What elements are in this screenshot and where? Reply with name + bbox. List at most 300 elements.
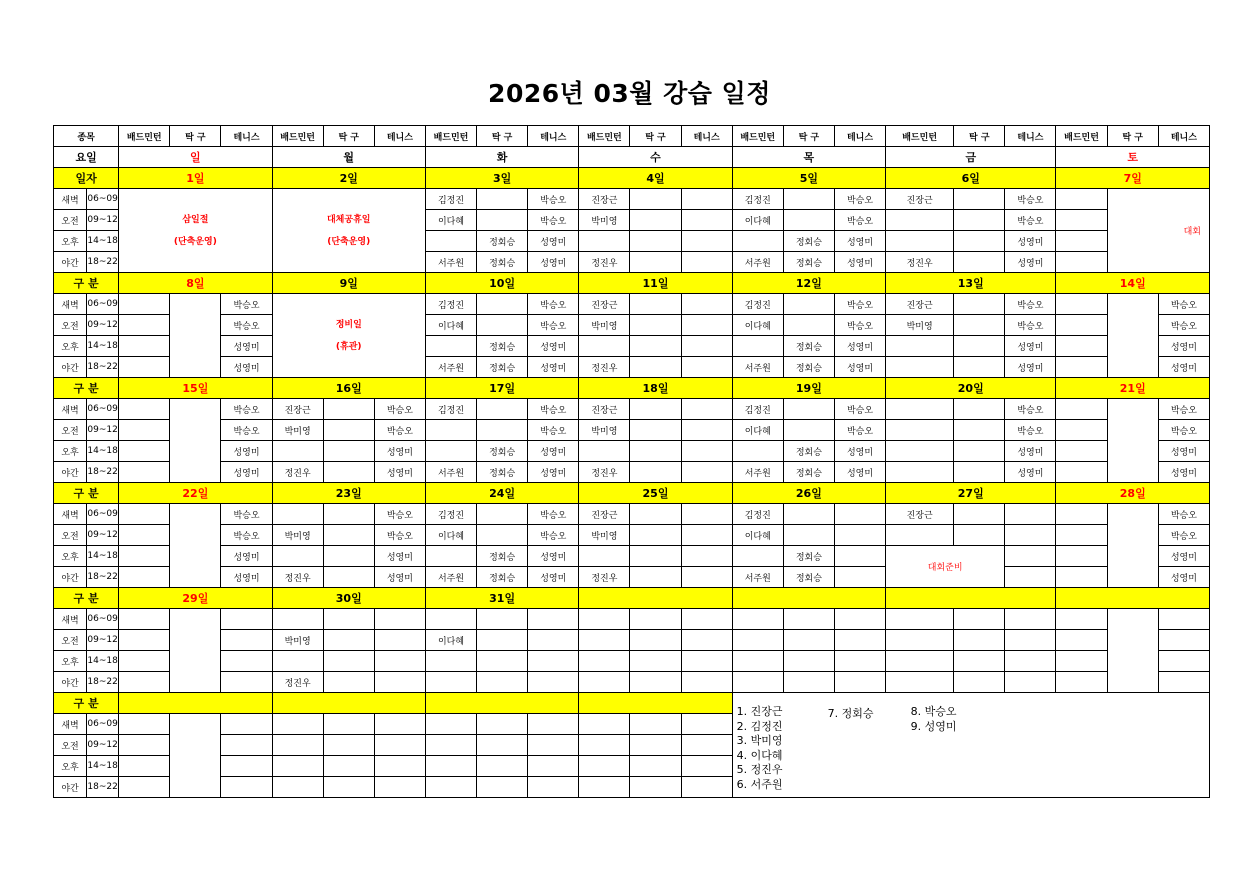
- schedule-cell: 박승오: [834, 189, 885, 210]
- schedule-cell: 서주원: [732, 252, 783, 273]
- schedule-cell: 정회승: [783, 357, 834, 378]
- schedule-cell: [477, 399, 528, 420]
- slot-time: 06~09: [87, 399, 119, 420]
- schedule-cell: [323, 420, 374, 441]
- schedule-cell: [681, 420, 732, 441]
- schedule-cell: 박승오: [221, 504, 272, 525]
- schedule-cell: [630, 462, 681, 483]
- table-row: [54, 462, 1210, 483]
- schedule-cell: 박미영: [886, 315, 954, 336]
- schedule-cell: [579, 441, 630, 462]
- instructor-legend: [732, 693, 1209, 798]
- date-cell: [425, 693, 578, 714]
- date-cell: 31일: [425, 588, 578, 609]
- sport-header-row: [54, 126, 1210, 147]
- schedule-cell: 정진우: [272, 462, 323, 483]
- table-row: [54, 315, 1210, 336]
- schedule-cell: [323, 714, 374, 735]
- schedule-cell: [1056, 651, 1107, 672]
- schedule-cell: [1056, 399, 1107, 420]
- schedule-cell: 성영미: [528, 546, 579, 567]
- schedule-cell: [119, 399, 170, 420]
- date-cell: 10일: [425, 273, 578, 294]
- schedule-cell: [528, 735, 579, 756]
- schedule-cell: [323, 525, 374, 546]
- schedule-cell: [783, 630, 834, 651]
- slot-name: 오후: [54, 651, 87, 672]
- table-row: [54, 672, 1210, 693]
- schedule-cell: 박승오: [221, 525, 272, 546]
- schedule-cell: [886, 399, 954, 420]
- schedule-cell: [579, 714, 630, 735]
- date-cell: 20일: [886, 378, 1056, 399]
- date-cell: 27일: [886, 483, 1056, 504]
- schedule-cell: 이다혜: [732, 315, 783, 336]
- slot-time: 06~09: [87, 294, 119, 315]
- sport-label: 배드민턴: [579, 126, 630, 147]
- schedule-cell: [954, 189, 1005, 210]
- weekday-3: 수: [579, 147, 732, 168]
- sport-label: 배드민턴: [1056, 126, 1107, 147]
- slot-name: 야간: [54, 252, 87, 273]
- schedule-cell: 성영미: [528, 231, 579, 252]
- legend-item: 2. 김정진: [736, 719, 783, 733]
- schedule-cell: [477, 525, 528, 546]
- table-row: [54, 294, 1210, 315]
- schedule-cell: [425, 714, 476, 735]
- schedule-cell: 성영미: [1158, 357, 1209, 378]
- schedule-cell: 진장근: [579, 189, 630, 210]
- schedule-cell: 정회승: [783, 441, 834, 462]
- schedule-cell: [1056, 546, 1107, 567]
- schedule-cell: 박승오: [221, 294, 272, 315]
- schedule-cell: [630, 567, 681, 588]
- schedule-cell: [954, 441, 1005, 462]
- schedule-cell: [323, 504, 374, 525]
- schedule-cell: [630, 336, 681, 357]
- schedule-cell: 정회승: [783, 336, 834, 357]
- date-cell: 1일: [119, 168, 272, 189]
- schedule-cell: 진장근: [579, 399, 630, 420]
- schedule-cell: [425, 546, 476, 567]
- table-row: [54, 546, 1210, 567]
- schedule-cell: [425, 672, 476, 693]
- schedule-cell: [1005, 504, 1056, 525]
- schedule-cell: [681, 441, 732, 462]
- sport-label: 탁 구: [954, 126, 1005, 147]
- schedule-cell: 서주원: [425, 357, 476, 378]
- date-cell: [732, 588, 885, 609]
- table-row: [54, 651, 1210, 672]
- schedule-cell: [783, 609, 834, 630]
- schedule-cell: 이다혜: [425, 210, 476, 231]
- schedule-cell: 이다혜: [425, 630, 476, 651]
- holiday-note: [119, 189, 272, 273]
- slot-name: 새벽: [54, 399, 87, 420]
- sport-label: 배드민턴: [732, 126, 783, 147]
- weekday-row: [54, 147, 1210, 168]
- schedule-cell: [630, 189, 681, 210]
- schedule-cell: [119, 714, 170, 735]
- slot-time: 14~18: [87, 231, 119, 252]
- legend-item: 5. 정진우: [736, 763, 783, 776]
- slot-time: 14~18: [87, 756, 119, 777]
- schedule-cell: [528, 609, 579, 630]
- schedule-cell: [1056, 630, 1107, 651]
- schedule-cell: [681, 504, 732, 525]
- schedule-cell: 성영미: [374, 462, 425, 483]
- schedule-cell: [630, 252, 681, 273]
- schedule-cell: [681, 672, 732, 693]
- schedule-cell: [630, 210, 681, 231]
- slot-time: 09~12: [87, 315, 119, 336]
- schedule-cell: [630, 420, 681, 441]
- schedule-cell: 진장근: [886, 504, 954, 525]
- sport-label: 테니스: [528, 126, 579, 147]
- schedule-cell: 정회승: [477, 441, 528, 462]
- schedule-cell: [1056, 441, 1107, 462]
- table-row: [54, 630, 1210, 651]
- date-cell: 14일: [1056, 273, 1210, 294]
- schedule-cell: [1056, 294, 1107, 315]
- schedule-cell: 박승오: [1158, 420, 1209, 441]
- schedule-cell: [374, 651, 425, 672]
- slot-name: 오전: [54, 525, 87, 546]
- schedule-cell: [579, 777, 630, 798]
- schedule-cell: [783, 210, 834, 231]
- schedule-cell: 박승오: [834, 210, 885, 231]
- closure-line: (휴관): [335, 341, 362, 352]
- schedule-cell: [630, 399, 681, 420]
- event-note: 대회준비: [886, 546, 1005, 588]
- schedule-cell: [374, 609, 425, 630]
- slot-time: 18~22: [87, 672, 119, 693]
- schedule-cell: [630, 630, 681, 651]
- schedule-cell: [374, 756, 425, 777]
- schedule-cell: [221, 714, 272, 735]
- date-cell: 2일: [272, 168, 425, 189]
- schedule-cell: [681, 189, 732, 210]
- schedule-cell: [1005, 546, 1056, 567]
- schedule-cell: [630, 756, 681, 777]
- schedule-cell: 박승오: [834, 420, 885, 441]
- schedule-cell: [1056, 252, 1107, 273]
- event-note: 대회: [1107, 189, 1209, 273]
- schedule-cell: [954, 651, 1005, 672]
- date-cell: 12일: [732, 273, 885, 294]
- schedule-cell: 박승오: [1005, 420, 1056, 441]
- schedule-cell: [886, 630, 954, 651]
- schedule-cell: 정회승: [477, 462, 528, 483]
- date-cell: 3일: [425, 168, 578, 189]
- slot-name: 오후: [54, 546, 87, 567]
- schedule-cell: [323, 462, 374, 483]
- schedule-cell: 성영미: [374, 567, 425, 588]
- slot-name: 야간: [54, 357, 87, 378]
- slot-name: 오전: [54, 210, 87, 231]
- date-cell: [579, 588, 732, 609]
- schedule-cell: [323, 399, 374, 420]
- schedule-cell: [477, 504, 528, 525]
- schedule-cell: 성영미: [1005, 357, 1056, 378]
- date-row: [54, 588, 1210, 609]
- holiday-line: 삼일절: [182, 214, 209, 225]
- schedule-cell: [886, 462, 954, 483]
- schedule-cell: [732, 441, 783, 462]
- schedule-cell: 성영미: [1158, 462, 1209, 483]
- slot-name: 오전: [54, 630, 87, 651]
- schedule-cell: 박승오: [221, 399, 272, 420]
- schedule-cell: 진장근: [886, 189, 954, 210]
- merged-cell: [1107, 294, 1158, 378]
- schedule-cell: 이다혜: [425, 525, 476, 546]
- schedule-cell: 성영미: [528, 252, 579, 273]
- legend-col-3: [911, 705, 957, 734]
- schedule-cell: [954, 231, 1005, 252]
- schedule-cell: 성영미: [834, 441, 885, 462]
- slot-time: 09~12: [87, 210, 119, 231]
- schedule-cell: 성영미: [1005, 336, 1056, 357]
- schedule-cell: [119, 525, 170, 546]
- legend-item: 8. 박승오: [910, 705, 957, 718]
- schedule-cell: 김정진: [425, 504, 476, 525]
- schedule-cell: [374, 735, 425, 756]
- schedule-cell: 성영미: [528, 441, 579, 462]
- date-row: [54, 693, 1210, 714]
- schedule-cell: [272, 546, 323, 567]
- schedule-cell: [834, 504, 885, 525]
- date-cell: 18일: [579, 378, 732, 399]
- schedule-cell: 성영미: [1005, 441, 1056, 462]
- schedule-cell: [272, 714, 323, 735]
- schedule-cell: 박미영: [579, 315, 630, 336]
- date-cell: [272, 693, 425, 714]
- schedule-cell: [1056, 567, 1107, 588]
- slot-time: 09~12: [87, 735, 119, 756]
- schedule-cell: [119, 420, 170, 441]
- slot-name: 야간: [54, 672, 87, 693]
- schedule-cell: [681, 525, 732, 546]
- schedule-cell: [1056, 504, 1107, 525]
- schedule-cell: 박승오: [834, 399, 885, 420]
- schedule-cell: [954, 420, 1005, 441]
- schedule-cell: [119, 336, 170, 357]
- schedule-cell: [681, 210, 732, 231]
- schedule-cell: [374, 630, 425, 651]
- schedule-cell: [119, 315, 170, 336]
- schedule-cell: 박승오: [221, 315, 272, 336]
- schedule-cell: [374, 777, 425, 798]
- schedule-cell: [630, 609, 681, 630]
- schedule-cell: [886, 336, 954, 357]
- schedule-cell: [954, 399, 1005, 420]
- merged-cell: [170, 504, 221, 588]
- schedule-cell: [681, 294, 732, 315]
- schedule-cell: 성영미: [834, 462, 885, 483]
- schedule-cell: [477, 714, 528, 735]
- schedule-cell: 정회승: [783, 252, 834, 273]
- schedule-cell: [477, 735, 528, 756]
- schedule-cell: [732, 231, 783, 252]
- schedule-cell: [732, 546, 783, 567]
- sport-label: 탁 구: [783, 126, 834, 147]
- row-label: 일자: [54, 168, 119, 189]
- schedule-cell: [425, 336, 476, 357]
- date-cell: 21일: [1056, 378, 1210, 399]
- schedule-cell: [886, 357, 954, 378]
- schedule-cell: [681, 357, 732, 378]
- date-row: [54, 168, 1210, 189]
- schedule-cell: [528, 714, 579, 735]
- schedule-cell: [425, 756, 476, 777]
- schedule-cell: 이다혜: [425, 315, 476, 336]
- schedule-cell: [1158, 651, 1209, 672]
- merged-cell: [1107, 609, 1158, 693]
- schedule-cell: [425, 735, 476, 756]
- schedule-cell: [323, 735, 374, 756]
- date-cell: 9일: [272, 273, 425, 294]
- schedule-cell: 정진우: [579, 462, 630, 483]
- schedule-cell: 박승오: [528, 294, 579, 315]
- slot-time: 09~12: [87, 525, 119, 546]
- date-cell: [579, 693, 732, 714]
- date-cell: 24일: [425, 483, 578, 504]
- schedule-cell: 성영미: [528, 336, 579, 357]
- slot-time: 06~09: [87, 609, 119, 630]
- schedule-cell: [425, 231, 476, 252]
- slot-time: 18~22: [87, 357, 119, 378]
- schedule-cell: 박미영: [272, 630, 323, 651]
- schedule-cell: [783, 504, 834, 525]
- date-cell: 23일: [272, 483, 425, 504]
- merged-cell: [170, 399, 221, 483]
- schedule-cell: [954, 336, 1005, 357]
- schedule-cell: [732, 609, 783, 630]
- schedule-cell: [1056, 336, 1107, 357]
- schedule-cell: [477, 609, 528, 630]
- schedule-cell: 정회승: [783, 462, 834, 483]
- slot-time: 18~22: [87, 777, 119, 798]
- sport-label: 테니스: [1005, 126, 1056, 147]
- schedule-cell: 김정진: [732, 504, 783, 525]
- row-label: 구 분: [54, 273, 119, 294]
- schedule-cell: [1056, 189, 1107, 210]
- schedule-cell: [221, 672, 272, 693]
- date-cell: [886, 588, 1056, 609]
- schedule-cell: 박승오: [1158, 399, 1209, 420]
- schedule-cell: 서주원: [425, 567, 476, 588]
- schedule-cell: 이다혜: [732, 525, 783, 546]
- slot-name: 새벽: [54, 504, 87, 525]
- schedule-cell: [681, 735, 732, 756]
- schedule-cell: [119, 630, 170, 651]
- schedule-cell: 성영미: [1158, 441, 1209, 462]
- schedule-cell: 박승오: [528, 525, 579, 546]
- date-cell: 6일: [886, 168, 1056, 189]
- schedule-cell: [1056, 315, 1107, 336]
- table-row: [54, 357, 1210, 378]
- yoil-label: 요일: [54, 147, 119, 168]
- date-row: [54, 273, 1210, 294]
- schedule-cell: [425, 441, 476, 462]
- slot-name: 오전: [54, 735, 87, 756]
- schedule-cell: 정진우: [272, 672, 323, 693]
- schedule-cell: [954, 630, 1005, 651]
- slot-time: 09~12: [87, 630, 119, 651]
- schedule-cell: [579, 231, 630, 252]
- table-row: [54, 504, 1210, 525]
- table-row: [54, 525, 1210, 546]
- schedule-cell: [323, 546, 374, 567]
- schedule-cell: 정회승: [783, 546, 834, 567]
- legend-col-2: [828, 705, 874, 721]
- schedule-cell: [477, 672, 528, 693]
- schedule-cell: [732, 630, 783, 651]
- schedule-cell: [681, 231, 732, 252]
- schedule-cell: 박승오: [1005, 294, 1056, 315]
- slot-name: 오후: [54, 756, 87, 777]
- weekday-2: 화: [425, 147, 578, 168]
- schedule-cell: [783, 420, 834, 441]
- legend-col-1: [737, 705, 783, 792]
- schedule-cell: [1005, 567, 1056, 588]
- schedule-cell: [1158, 609, 1209, 630]
- schedule-cell: 이다혜: [732, 210, 783, 231]
- merged-cell: [170, 609, 221, 693]
- schedule-cell: [630, 231, 681, 252]
- holiday-line: (단축운영): [173, 236, 217, 247]
- schedule-table: [53, 125, 1210, 798]
- legend-item: 4. 이다혜: [736, 748, 783, 762]
- schedule-cell: [272, 504, 323, 525]
- date-cell: 30일: [272, 588, 425, 609]
- sport-label: 배드민턴: [119, 126, 170, 147]
- slot-time: 09~12: [87, 420, 119, 441]
- row-label: 구 분: [54, 588, 119, 609]
- schedule-cell: [834, 672, 885, 693]
- schedule-cell: [425, 777, 476, 798]
- schedule-cell: [528, 756, 579, 777]
- legend-item: 6. 서주원: [736, 777, 783, 791]
- schedule-cell: 정진우: [886, 252, 954, 273]
- slot-name: 새벽: [54, 294, 87, 315]
- schedule-cell: [374, 672, 425, 693]
- schedule-cell: [119, 735, 170, 756]
- sport-label: 테니스: [221, 126, 272, 147]
- schedule-cell: [477, 294, 528, 315]
- sport-label: 배드민턴: [425, 126, 476, 147]
- schedule-cell: [579, 336, 630, 357]
- schedule-cell: [681, 336, 732, 357]
- schedule-cell: [579, 756, 630, 777]
- schedule-cell: [119, 504, 170, 525]
- schedule-cell: [681, 546, 732, 567]
- schedule-cell: [221, 651, 272, 672]
- date-cell: 25일: [579, 483, 732, 504]
- schedule-cell: [272, 651, 323, 672]
- schedule-cell: [579, 546, 630, 567]
- date-cell: 11일: [579, 273, 732, 294]
- table-row: [54, 336, 1210, 357]
- sport-label: 탁 구: [323, 126, 374, 147]
- date-cell: [119, 693, 272, 714]
- schedule-cell: 박미영: [579, 525, 630, 546]
- schedule-cell: 박미영: [579, 420, 630, 441]
- date-cell: 8일: [119, 273, 272, 294]
- schedule-cell: [272, 441, 323, 462]
- schedule-cell: 정진우: [272, 567, 323, 588]
- schedule-cell: [630, 294, 681, 315]
